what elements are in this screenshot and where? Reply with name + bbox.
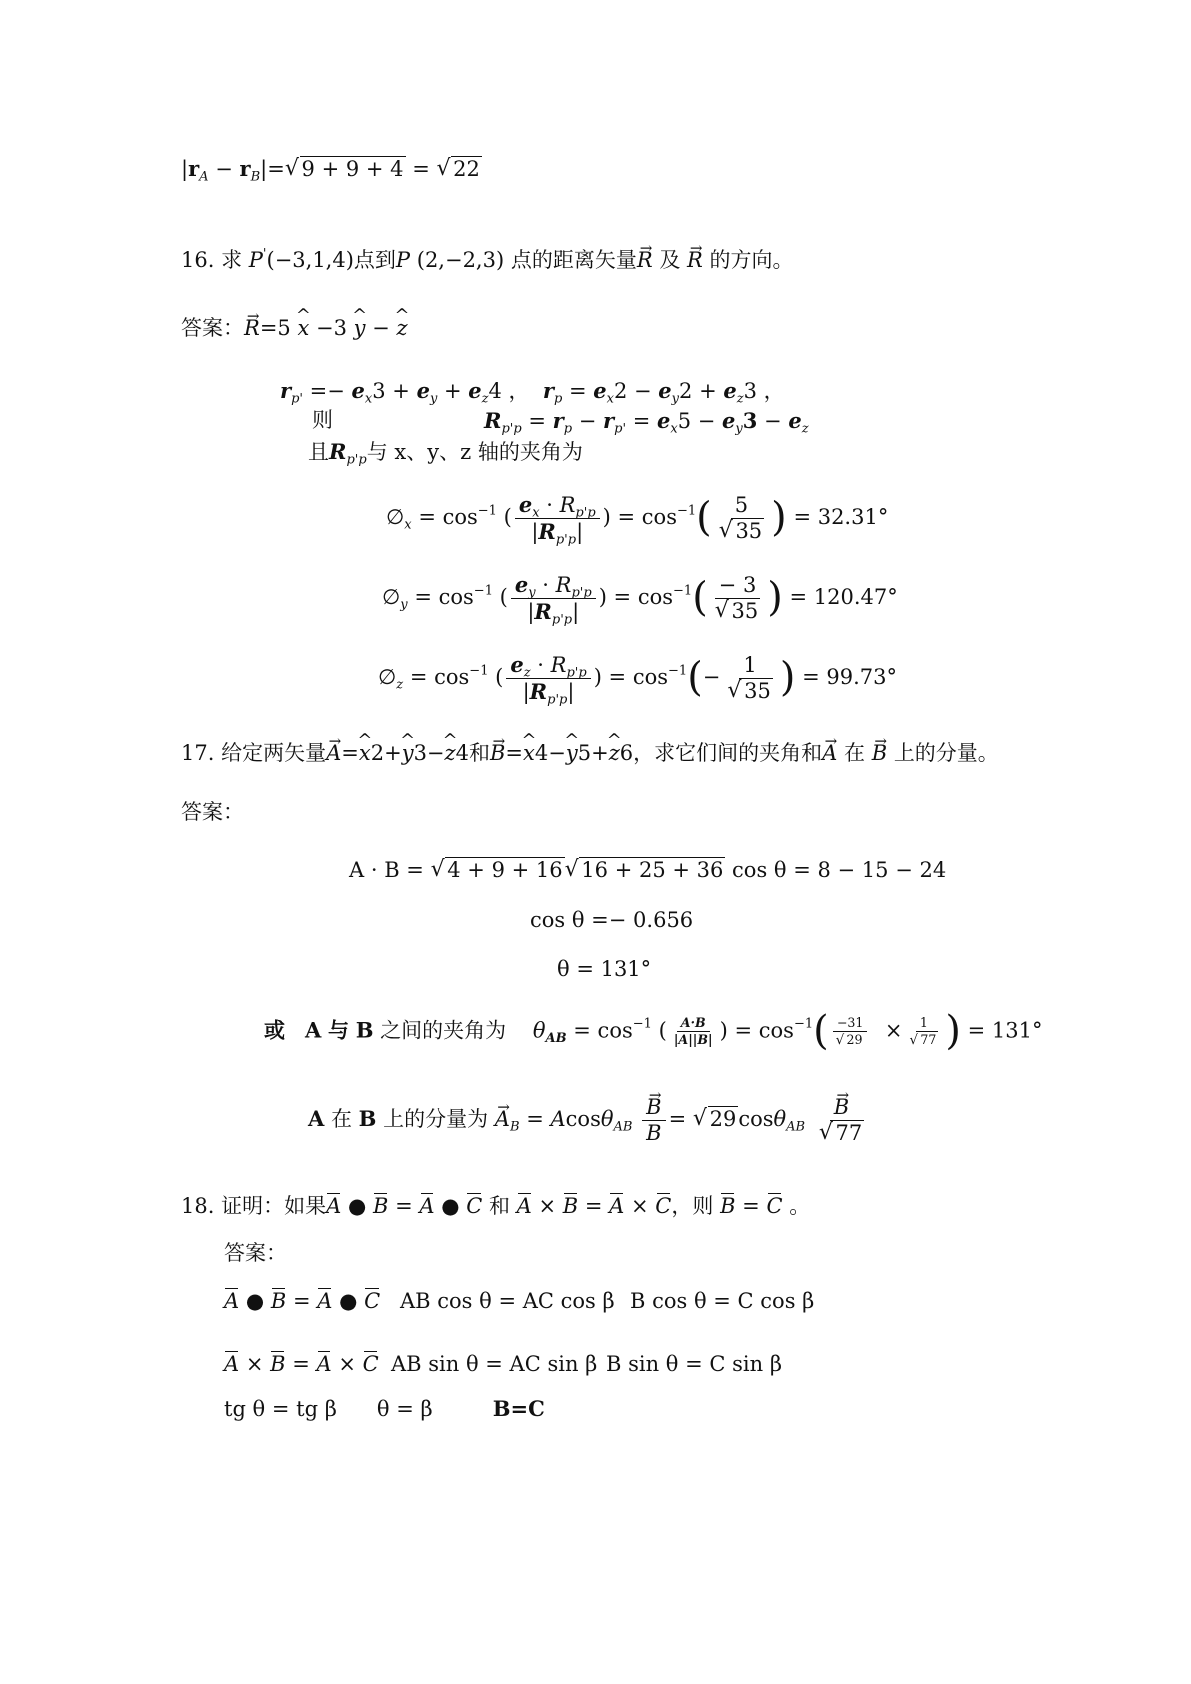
q17-number: 17. — [181, 741, 215, 765]
q18-answer-label: 答案： — [224, 1241, 287, 1265]
q18-number: 18. — [181, 1194, 215, 1218]
q17-eq3: θ = 131° — [557, 957, 652, 981]
q18-row1-right: B cos θ = C cos β — [630, 1289, 815, 1313]
q18-row2-right: B sin θ = C sin β — [606, 1352, 782, 1376]
q16-then-line: 则 — [312, 408, 333, 432]
q16-angle-intro: 且$R_{p'p}$与 x、y、z 轴的夹角为 — [308, 439, 583, 468]
q17-answer-label: 答案： — [181, 800, 244, 824]
answer-label: 答案： — [181, 316, 244, 340]
q18-row2: A × B = A × C — [224, 1352, 379, 1376]
top-distance-line: $|r_A - r_B|=√$ 9 + 9 + 4 = √ 22 — [181, 158, 482, 180]
q16-phi-z: $\emptyset_z = \cos^{-1}$ ( $\frac{e_z \cdot R_{p'p}}{|R_{p'p}|}$ ) = $\cos^{-1}(-$ 1 √ 35 ) = 99.73° — [378, 654, 897, 703]
q17-eq2: cos θ =− 0.656 — [530, 908, 694, 932]
q16-difference-vector: $R_{p'p} = r_p - r_{p'} = e_x5 - e_y3 - e_z$ — [484, 408, 809, 437]
q17-component: A 在 B 上的分量为 → $A_B = Acos\theta_{AB}$ → $\frac{B}{B}$ = √ 29cosθ$_{AB}$ → B √ 77 — [308, 1097, 871, 1144]
q16-answer: 答案：→ R=5 ^ x −3 ^ y − ^ z — [181, 318, 408, 339]
q18-row1-mid: AB cos θ = AC cos β — [400, 1289, 615, 1313]
q17-angle-ab: 或 A 与 B 之间的夹角为 $\theta_{AB} = \cos^{-1}$ ( $\frac{A\cdot B}{|A||B|}$ ) = $\cos^{-1}$( −31 √ 29 × 1 √ 77 ) = 131° — [264, 1012, 1042, 1052]
q17-eq1: A · B = √ 4 + 9 + 16√ 16 + 25 + 36 cos θ = 8 − 15 − 24 — [349, 860, 946, 881]
q16-position-vectors: $r_{p'} =- e_x3 + e_y + e_z4$ ， $r_p = e_x2 - e_y2 + e_z3$ ， — [280, 378, 785, 407]
q17-prompt: 17. 给定两矢量→ A=^ x2+^ y3−^ z4和→ B=^ x4−^ y5+^ z6，求它们间的夹角和→ A 在 → B 上的分量。 — [181, 743, 999, 764]
q16-phi-x: $\emptyset_x = \cos^{-1}$ ( $\frac{e_x \cdot R_{p'p}}{|R_{p'p}|}$ ) = $\cos^{-1}$( 5 √ 35 ) = 32.31° — [386, 494, 888, 543]
q18-row2-mid: AB sin θ = AC sin β — [391, 1352, 598, 1376]
q18-row3: tg θ = tg β θ = β B=C — [224, 1396, 545, 1421]
q16-number: 16. — [181, 248, 215, 272]
q18-row1: A ● B = A ● C — [224, 1289, 381, 1313]
q16-phi-y: $\emptyset_y = \cos^{-1}$ ( $\frac{e_y \cdot R_{p'p}}{|R_{p'p}|}$ ) = $\cos^{-1}$( − 3 √ 35 ) = 120.47° — [382, 574, 898, 623]
q18-prompt: 18. 证明：如果A ● B = A ● C 和 A × B = A × C，则 B = C 。 — [181, 1194, 811, 1218]
q16-prompt: 16. 求 P'(−3,1,4)点到P (2,−2,3) 点的距离矢量→ R 及 → R 的方向。 — [181, 250, 794, 271]
